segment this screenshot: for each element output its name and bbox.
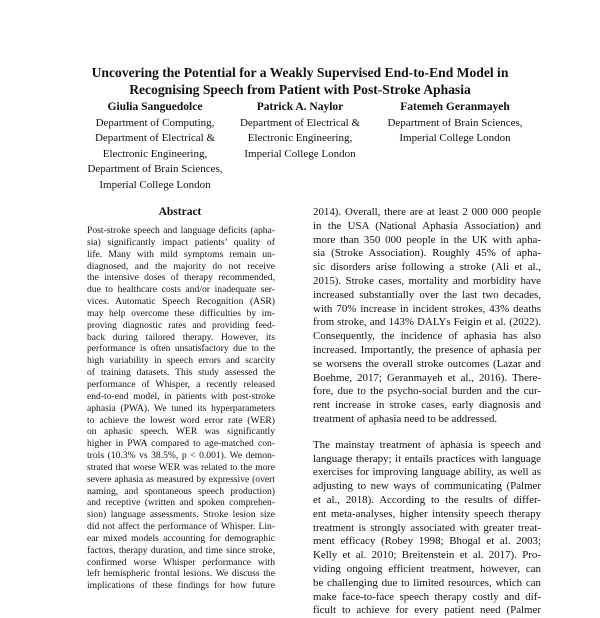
title-line: Recognising Speech from Patient with Post-Stroke Aphasia xyxy=(129,82,471,97)
author-name: Giulia Sanguedolce xyxy=(107,101,203,113)
text-line: naming, and spontaneous speech production) xyxy=(87,485,275,497)
affiliation-line: Electronic Engineering, xyxy=(102,147,208,160)
text-line: severe aphasia as measured by expressive (overt xyxy=(87,473,275,485)
text-line: trols (10.3% vs 38.5%, p < 0.001). We demon- xyxy=(87,450,275,462)
text-line: due to healthcare costs and/or inadequate ser- xyxy=(87,284,275,296)
text-line: vices. Automatic Speech Recognition (ASR) xyxy=(87,296,275,308)
text-line: 2014). Overall, there are at least 2 000 000 people xyxy=(313,206,541,218)
text-line: sia (Stroke Association). Roughly 45% of apha- xyxy=(313,247,541,260)
affiliation-line: Electronic Engineering, xyxy=(247,132,353,145)
title-line: Uncovering the Potential for a Weakly Supervised End-to-End Model in xyxy=(91,65,509,80)
author-block-3 xyxy=(365,100,545,147)
text-line: performance is often unsatisfactory due to the xyxy=(87,343,275,355)
text-line: more than 350 000 people in the UK with apha- xyxy=(313,233,541,246)
text-line: on aphasic speech. WER was significantly xyxy=(87,426,275,438)
text-line: the intensive doses of therapy recommended, xyxy=(87,272,275,284)
text-line: increased substantially over the last two decades, xyxy=(313,288,541,301)
text-line: left hemispheric frontal lesions. We discuss the xyxy=(87,568,275,580)
text-line: to achieve the lowest word error rate (WER) xyxy=(87,414,275,426)
paper-title xyxy=(40,64,560,98)
text-line: factors, therapy duration, and time since stroke, xyxy=(87,544,275,556)
abstract-body xyxy=(87,225,275,592)
text-line: in the USA (National Aphasia Association) and xyxy=(313,219,541,232)
affiliation-line: Department of Brain Sciences, xyxy=(87,163,223,176)
text-line: end-to-end model, in patients with post-stroke xyxy=(87,390,275,402)
text-line: se worsens the overall stroke outcomes (Lazar and xyxy=(313,357,541,370)
text-line: Consequently, the incidence of aphasia has also xyxy=(313,330,541,343)
text-line: ment efficacy (Robey 1998; Bhogal et al. 2003; xyxy=(313,535,541,548)
body-paragraph-1 xyxy=(313,206,541,427)
text-line: 2015). Stroke cases, mortality and morbidity have xyxy=(313,274,541,287)
body-paragraph-2 xyxy=(313,439,541,618)
affiliation-line: Department of Computing, xyxy=(95,116,215,129)
body-column xyxy=(313,206,541,618)
text-line: treatment is strongly associated with greater treat- xyxy=(313,521,541,534)
affiliation-line: Imperial College London xyxy=(99,178,211,191)
text-line: increased. Importantly, the presence of aphasia per xyxy=(313,343,541,356)
affiliation-line: Department of Electrical & xyxy=(94,132,216,145)
text-line: with 70% increase in incident strokes, 43% deaths xyxy=(313,302,541,315)
abstract-heading: Abstract xyxy=(158,206,202,218)
text-line: sic disorders arise following a stroke (Ali et al., xyxy=(313,261,541,274)
text-line: did not affect the performance of Whisper. Lin- xyxy=(87,521,275,533)
text-line: treatment of aphasia need to be addressed. xyxy=(313,412,498,425)
text-line: of training datasets. This study assessed the xyxy=(87,367,275,379)
text-line: make face-to-face speech therapy costly and dif- xyxy=(313,590,541,603)
text-line: implications of these findings for how future xyxy=(87,580,275,592)
text-line: performance of Whisper, a recently released xyxy=(87,378,275,390)
text-line: ficult to achieve for every patient need (Palmer xyxy=(313,604,541,617)
text-line: ear mixed models accounting for demographic xyxy=(87,532,275,544)
text-line: diagnosed, and the majority do not receive xyxy=(87,260,275,272)
text-line: be challenging due to limited resources, which can xyxy=(313,576,541,589)
author-name: Patrick A. Naylor xyxy=(256,101,344,113)
text-line: exercises for improving language ability, as well as xyxy=(313,466,541,479)
text-line: may help overcome these difficulties by im- xyxy=(87,307,275,319)
text-line: et al., 2018). According to the results of differ- xyxy=(313,493,541,506)
text-line: Boehme, 2017; Geranmayeh et al., 2016). There- xyxy=(313,371,541,384)
text-line: confirmed worse Whisper performance with xyxy=(87,556,275,568)
text-line: life. Many with mild symptoms remain un- xyxy=(87,248,275,260)
text-line: fore, due to the psycho-social burden and the cur- xyxy=(313,385,541,398)
text-line: high variability in speech errors and scarcity xyxy=(87,355,275,367)
text-line: viding ongoing efficient treatment, however, can xyxy=(313,562,541,575)
affiliation-line: Imperial College London xyxy=(244,147,356,160)
affiliation-line: Department of Brain Sciences, xyxy=(387,116,523,129)
text-line: proving diagnostic rates and providing feed- xyxy=(87,319,275,331)
affiliation-line: Department of Electrical & xyxy=(239,116,361,129)
text-line: Kelly et al. 2010; Breitenstein et al. 2017). Pro- xyxy=(313,549,541,562)
text-line: sion) language assessments. Stroke lesion size xyxy=(87,509,275,521)
text-line: strated that worse WER was related to the more xyxy=(87,461,275,473)
text-line: language therapy; it entails practices with language xyxy=(313,452,541,465)
text-line: The mainstay treatment of aphasia is speech and xyxy=(313,438,541,451)
author-name: Fatemeh Geranmayeh xyxy=(400,101,510,113)
text-line: higher in PWA compared to age-matched con- xyxy=(87,438,275,450)
text-line: ent meta-analyses, higher intensity speech therapy xyxy=(313,507,541,520)
author-block-1 xyxy=(60,100,250,194)
text-line: back during tailored therapy. However, its xyxy=(87,331,275,343)
text-line: adjusting to new ways of communicating (Palmer xyxy=(313,480,541,493)
text-line: aphasia (PWA). We tuned its hyperparameters xyxy=(87,402,275,414)
text-line: rent increase in stroke cases, early diagnosis and xyxy=(313,399,541,412)
author-block-2 xyxy=(225,100,375,162)
text-line: from stroke, and 143% DALYs Feigin et al. (2022). xyxy=(313,316,541,329)
text-line: sia) significantly impact patients’ quality of xyxy=(87,236,275,248)
affiliation-line: Imperial College London xyxy=(399,132,511,145)
text-line: Post-stroke speech and language deficits (apha- xyxy=(87,225,275,236)
text-line: and receptive (written and spoken comprehen- xyxy=(87,497,275,509)
